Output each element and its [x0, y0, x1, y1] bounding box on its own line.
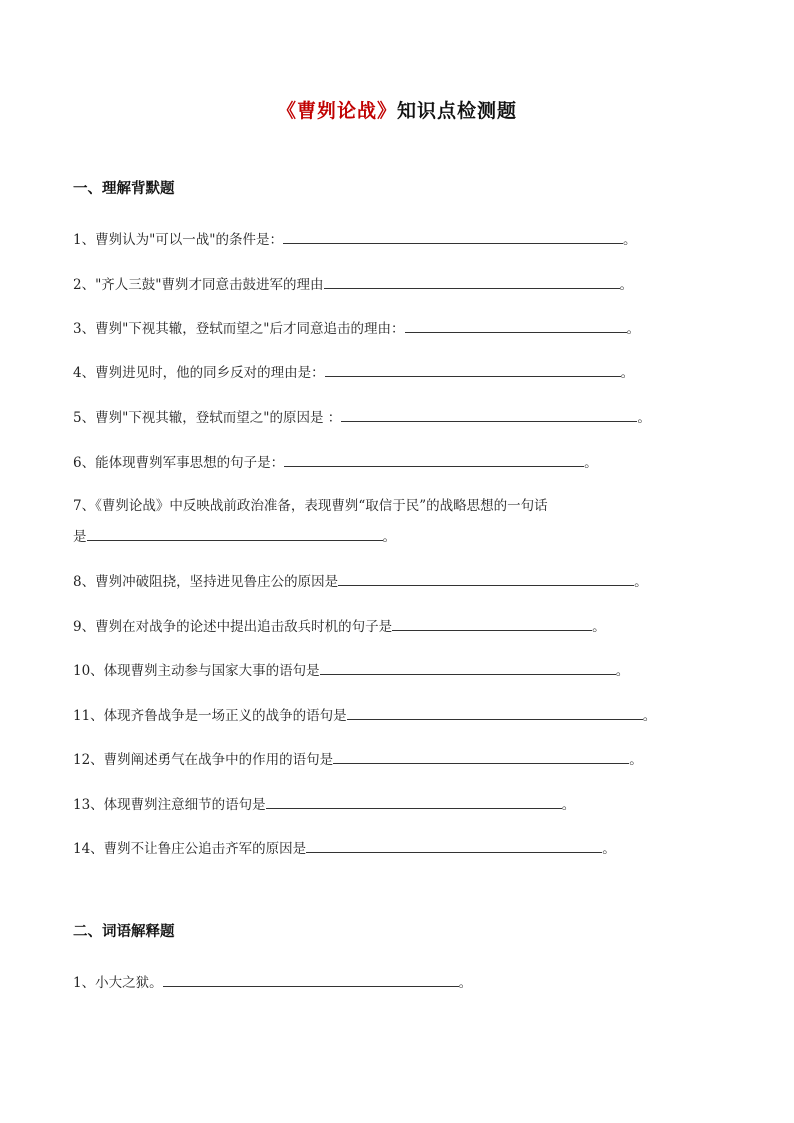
question-end: 。	[626, 321, 641, 337]
title-text-name: 《曹刿论战》	[276, 100, 397, 122]
answer-blank[interactable]	[283, 229, 623, 244]
question-text: 10、体现曹刿主动参与国家大事的语句是	[73, 663, 320, 679]
question-text: 2、"齐人三鼓"曹刿才同意击鼓进军的理由	[73, 277, 324, 293]
question-end: 。	[458, 975, 473, 991]
question-text: 3、曹刿"下视其辙，登轼而望之"后才同意追击的理由：	[73, 321, 405, 337]
question-text: 7、《曹刿论战》中反映战前政治准备，表现曹刿“取信于民”的战略思想的一句话	[73, 498, 548, 514]
question-text: 1、小大之狱。	[73, 975, 163, 991]
title-text-subject: 知识点检测题	[397, 100, 518, 122]
question-end: 。	[623, 232, 637, 248]
question-end: 。	[592, 619, 606, 635]
question-6	[73, 452, 598, 473]
answer-blank[interactable]	[163, 972, 459, 987]
question-end: 。	[615, 663, 630, 679]
vocab-question-1	[73, 972, 472, 993]
question-text: 是	[73, 529, 87, 545]
page-title	[0, 96, 794, 123]
question-end: 。	[619, 277, 634, 293]
question-text: 8、曹刿冲破阻挠，坚持进见鲁庄公的原因是	[73, 574, 339, 590]
question-text: 5、曹刿"下视其辙，登轼而望之"的原因是 ：	[73, 410, 342, 426]
answer-blank[interactable]	[338, 571, 634, 586]
section-heading-vocabulary: 二、词语解释题	[73, 924, 175, 940]
question-end: 。	[620, 365, 635, 381]
answer-blank[interactable]	[392, 616, 592, 631]
question-end: 。	[629, 752, 643, 768]
question-end: 。	[561, 797, 576, 813]
question-3	[73, 318, 640, 339]
question-2	[73, 274, 633, 295]
question-5	[73, 407, 651, 428]
answer-blank[interactable]	[324, 274, 620, 289]
question-11	[73, 705, 656, 726]
question-13	[73, 794, 575, 815]
question-12	[73, 749, 643, 770]
section-heading-comprehension: 一、理解背默题	[73, 181, 175, 197]
question-text: 4、曹刿进见时，他的同乡反对的理由是：	[73, 365, 325, 381]
answer-blank[interactable]	[341, 407, 637, 422]
question-10	[73, 660, 629, 681]
question-end: 。	[637, 410, 651, 426]
answer-blank[interactable]	[325, 362, 621, 377]
question-text: 11、体现齐鲁战争是一场正义的战争的语句是	[73, 708, 347, 724]
question-end: 。	[642, 708, 657, 724]
answer-blank[interactable]	[320, 660, 616, 675]
question-text: 13、体现曹刿注意细节的语句是	[73, 797, 266, 813]
question-text: 9、曹刿在对战争的论述中提出追击敌兵时机的句子是	[73, 619, 393, 635]
answer-blank[interactable]	[347, 705, 643, 720]
question-4	[73, 362, 634, 383]
question-text: 6、能体现曹刿军事思想的句子是：	[73, 455, 285, 471]
question-end: 。	[584, 455, 598, 471]
question-14	[73, 838, 616, 859]
answer-blank[interactable]	[284, 452, 584, 467]
question-end: 。	[602, 841, 616, 857]
answer-blank[interactable]	[266, 794, 562, 809]
question-7-line-2	[73, 526, 396, 547]
question-9	[73, 616, 606, 637]
question-end: 。	[634, 574, 648, 590]
question-text: 14、曹刿不让鲁庄公追击齐军的原因是	[73, 841, 307, 857]
answer-blank[interactable]	[405, 318, 627, 333]
question-text: 1、曹刿认为"可以一战"的条件是：	[73, 232, 284, 248]
question-8	[73, 571, 648, 592]
question-7	[73, 496, 548, 516]
answer-blank[interactable]	[333, 749, 629, 764]
question-1	[73, 229, 637, 250]
question-end: 。	[382, 529, 396, 545]
answer-blank[interactable]	[87, 526, 383, 541]
question-text: 12、曹刿阐述勇气在战争中的作用的语句是	[73, 752, 334, 768]
answer-blank[interactable]	[306, 838, 602, 853]
